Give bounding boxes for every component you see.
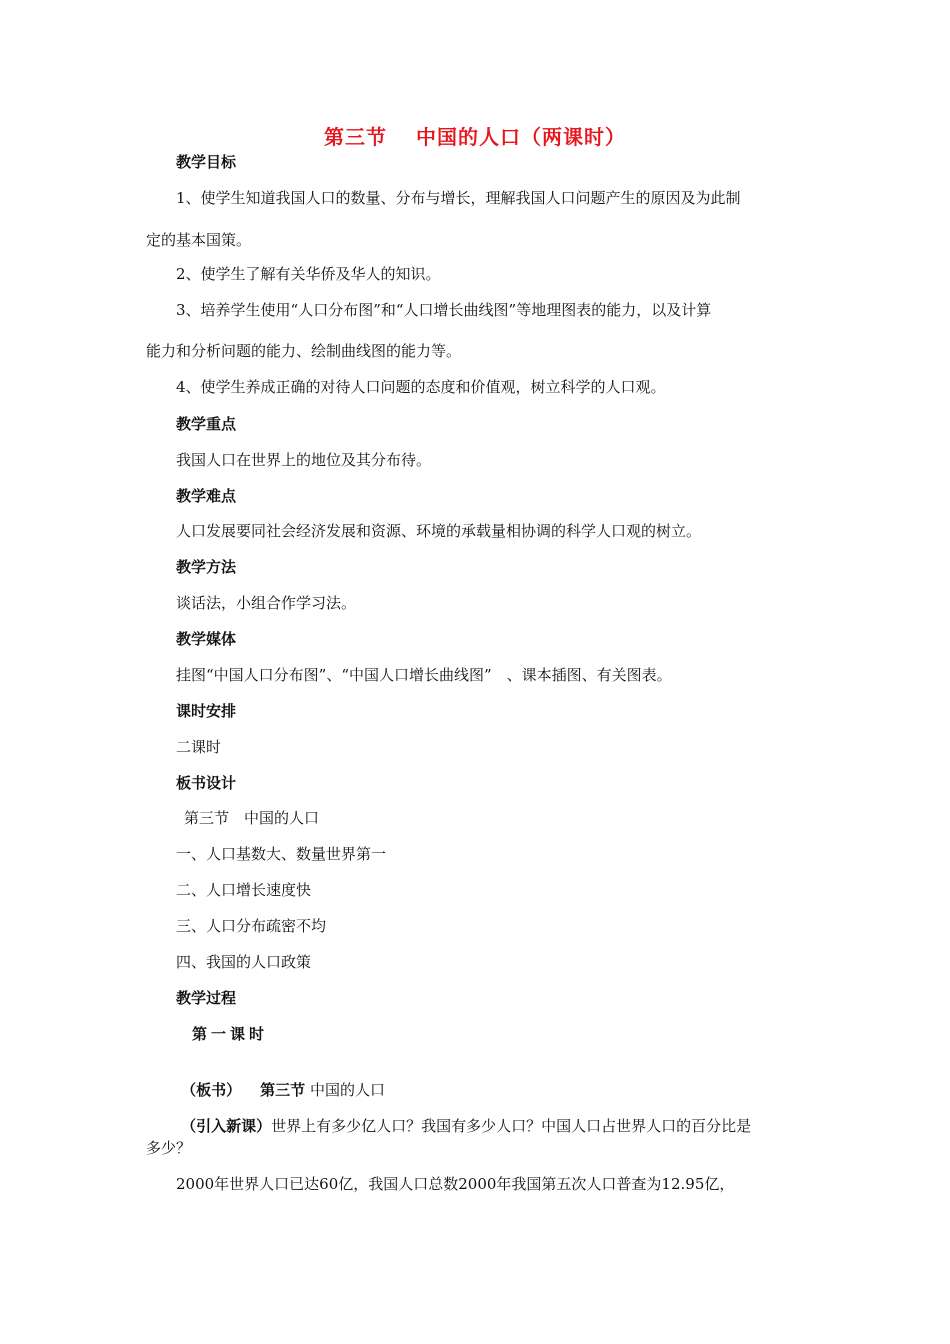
method-text: 谈话法，小组合作学习法。: [176, 594, 357, 612]
difficulty-heading: 教学难点: [176, 487, 237, 505]
schedule-heading: 课时安排: [176, 702, 237, 720]
board-item-3: 三、人口分布疏密不均: [176, 917, 327, 935]
board-heading: 板书设计: [176, 774, 237, 792]
intro-text: 世界上有多少亿人口？我国有多少人口？中国人口占世界人口的百分比是: [271, 1117, 752, 1135]
page-title: 第三节 中国的人口（两课时）: [324, 125, 626, 149]
board-item-2: 二、人口增长速度快: [176, 881, 312, 899]
board-item-1: 一、人口基数大、数量世界第一: [176, 845, 387, 863]
objective-1-continued: 定的基本国策。: [146, 231, 252, 249]
objectives-heading: 教学目标: [176, 153, 237, 171]
board-title: 第三节 中国的人口: [184, 809, 320, 827]
population-paragraph: 2000年世界人口已达60亿，我国人口总数2000年我国第五次人口普查为12.95亿，: [176, 1175, 735, 1193]
schedule-text: 二课时: [176, 738, 222, 756]
board-item-4: 四、我国的人口政策: [176, 953, 312, 971]
intro-continued: 多少？: [146, 1139, 192, 1157]
objective-1: 1、使学生知道我国人口的数量、分布与增长，理解我国人口问题产生的原因及为此制: [176, 189, 741, 207]
objective-3-continued: 能力和分析问题的能力、绘制曲线图的能力等。: [146, 342, 462, 360]
objective-3: 3、培养学生使用“人口分布图”和“人口增长曲线图”等地理图表的能力，以及计算: [176, 301, 712, 319]
objective-4: 4、使学生养成正确的对待人口问题的态度和价值观，树立科学的人口观。: [176, 378, 666, 396]
key-points-text: 我国人口在世界上的地位及其分布待。: [176, 451, 432, 469]
board-writing-section: 第三节: [260, 1081, 306, 1099]
lesson-1-heading: 第一课时: [192, 1025, 269, 1043]
media-heading: 教学媒体: [176, 630, 237, 648]
process-heading: 教学过程: [176, 989, 237, 1007]
objective-2: 2、使学生了解有关华侨及华人的知识。: [176, 265, 441, 283]
board-writing-text: 中国的人口: [309, 1081, 385, 1099]
media-text: 挂图“中国人口分布图”、“中国人口增长曲线图” 、课本插图、有关图表。: [176, 666, 672, 684]
board-writing-label: （板书）: [181, 1081, 242, 1099]
difficulty-text: 人口发展要同社会经济发展和资源、环境的承载量相协调的科学人口观的树立。: [176, 522, 702, 540]
method-heading: 教学方法: [176, 558, 237, 576]
intro-label: （引入新课）: [181, 1117, 272, 1135]
key-points-heading: 教学重点: [176, 415, 237, 433]
